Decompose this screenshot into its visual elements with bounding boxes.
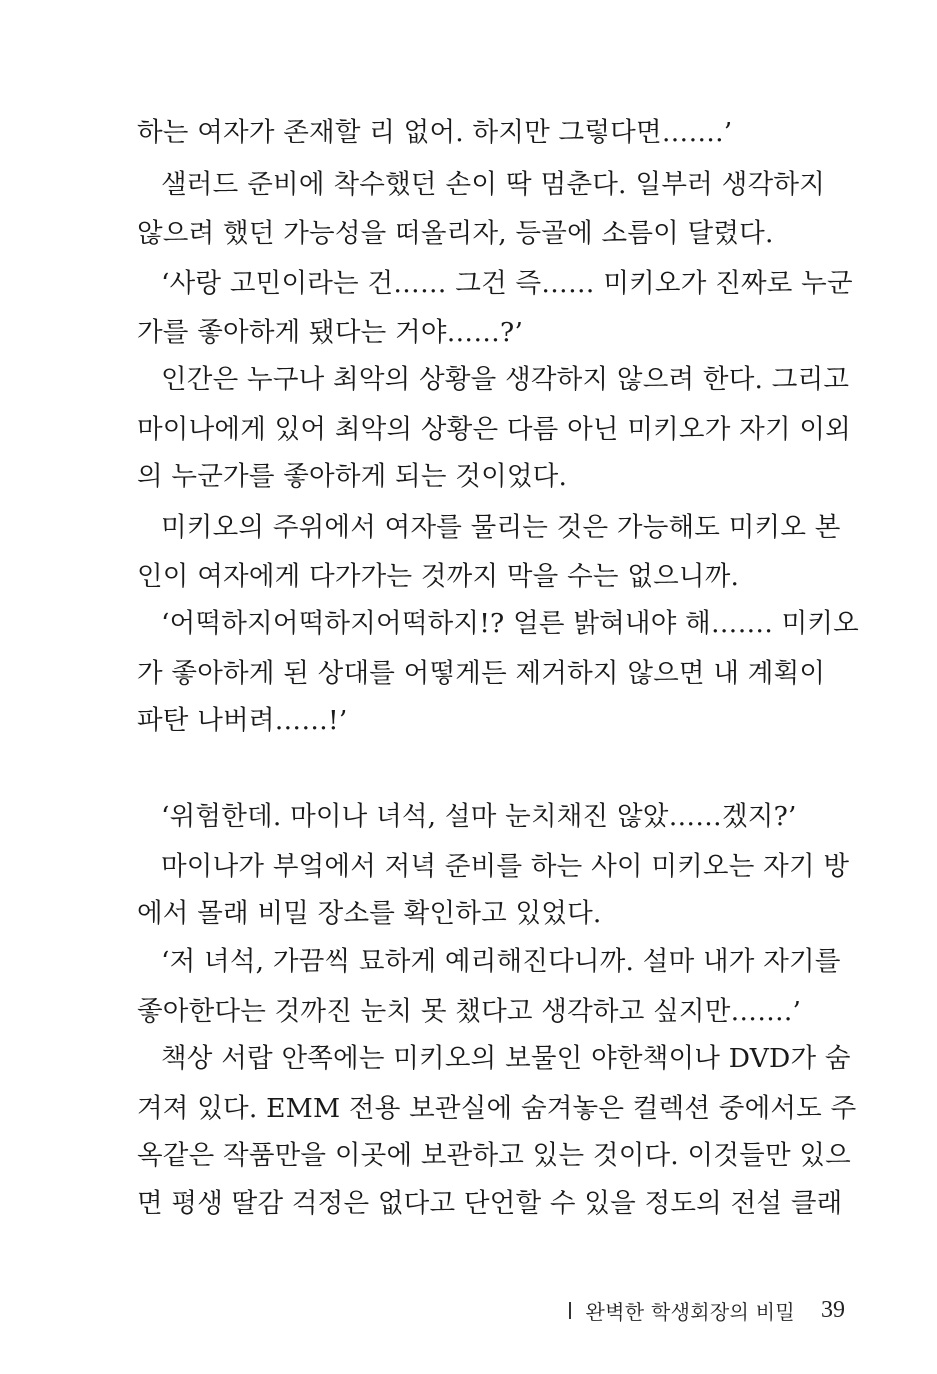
footer-divider: [569, 1302, 571, 1319]
text-line: ‘어떡하지어떡하지어떡하지!? 얼른 밝혀내야 해……. 미키오: [161, 608, 859, 639]
text-line: 미키오의 주위에서 여자를 물리는 것은 가능해도 미키오 본: [161, 512, 841, 543]
text-line: ‘위험한데. 마이나 녀석, 설마 눈치채진 않았……겠지?’: [161, 801, 797, 832]
text-line: 마이나가 부엌에서 저녁 준비를 하는 사이 미키오는 자기 방: [161, 851, 850, 882]
text-line: 인간은 누구나 최악의 상황을 생각하지 않으려 한다. 그리고: [161, 364, 850, 395]
text-line: 겨져 있다. EMM 전용 보관실에 숨겨놓은 컬렉션 중에서도 주: [137, 1093, 857, 1124]
text-line: ‘사랑 고민이라는 건…… 그건 즉…… 미키오가 진짜로 누군: [161, 268, 853, 299]
text-line: 않으려 했던 가능성을 떠올리자, 등골에 소름이 달렸다.: [137, 218, 774, 249]
text-line: 샐러드 준비에 착수했던 손이 딱 멈춘다. 일부러 생각하지: [161, 169, 825, 200]
text-line: 가 좋아하게 된 상대를 어떻게든 제거하지 않으면 내 계획이: [137, 658, 826, 689]
text-line: 좋아한다는 것까진 눈치 못 챘다고 생각하고 싶지만…….’: [137, 996, 802, 1027]
text-line: 옥같은 작품만을 이곳에 보관하고 있는 것이다. 이것들만 있으: [137, 1140, 851, 1171]
text-line: 가를 좋아하게 됐다는 거야……?’: [137, 317, 524, 348]
running-title: 완벽한 학생회장의 비밀: [585, 1299, 795, 1324]
text-line: 인이 여자에게 다가가는 것까지 막을 수는 없으니까.: [137, 561, 740, 592]
text-line: 책상 서랍 안쪽에는 미키오의 보물인 야한책이나 DVD가 숨: [161, 1043, 851, 1074]
text-line: 마이나에게 있어 최악의 상황은 다름 아닌 미키오가 자기 이외: [137, 414, 851, 445]
text-line: 파탄 나버려……!’: [137, 705, 348, 736]
page-number: 39: [821, 1296, 845, 1323]
text-line: ‘저 녀석, 가끔씩 묘하게 예리해진다니까. 설마 내가 자기를: [161, 946, 841, 977]
text-line: 에서 몰래 비밀 장소를 확인하고 있었다.: [137, 898, 602, 929]
text-line: 면 평생 딸감 걱정은 없다고 단언할 수 있을 정도의 전설 클래: [137, 1188, 843, 1219]
page-footer: [569, 1292, 845, 1328]
text-line: 의 누군가를 좋아하게 되는 것이었다.: [137, 461, 568, 492]
text-line: 하는 여자가 존재할 리 없어. 하지만 그렇다면…….’: [137, 117, 733, 148]
